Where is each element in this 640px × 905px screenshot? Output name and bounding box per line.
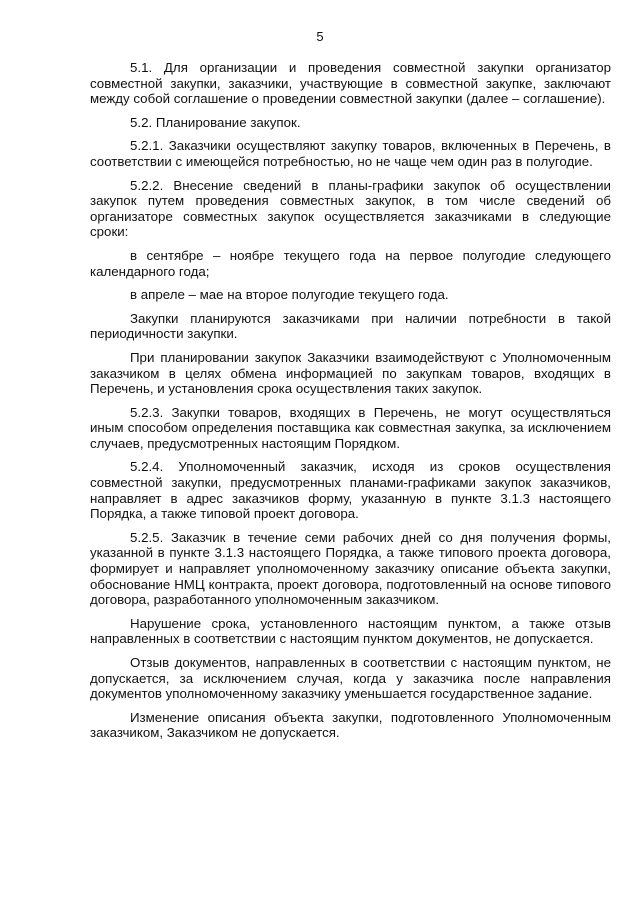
paragraph-planning-need: Закупки планируются заказчиками при наличии потребности в такой периодичности закупки. bbox=[90, 310, 611, 342]
paragraph-april-may: в апреле – мае на второе полугодие текущего года. bbox=[130, 287, 449, 303]
paragraph-5-2-1: 5.2.1. Заказчики осуществляют закупку товаров, включенных в Перечень, в соответствии с имеющейся потребностью, но не чаще чем один раз в полугодие. bbox=[90, 138, 611, 169]
paragraph-document-withdrawal: Отзыв документов, направленных в соответствии с настоящим пунктом, не допускается, за исключением случая, когда у заказчика после направления документов уполномоченному заказчику уменьшается государственное задание. bbox=[90, 655, 611, 702]
paragraph-5-2-4: 5.2.4. Уполномоченный заказчик, исходя из сроков осуществления совместной закупки, предусмотренных планами-графиками закупок заказчиков, направляет в адрес заказчиков форму, указанную в пункте 3.1.3 настоящего Порядка, а также типовой проект договора. bbox=[90, 459, 611, 522]
paragraph-5-2-2: 5.2.2. Внесение сведений в планы-графики закупок об осуществлении закупок путем проведения совместных закупок, в том числе сведений об организаторе совместных закупок осуществляется заказчиками в следующие сроки: bbox=[90, 177, 611, 240]
paragraph-september-november: в сентябре – ноябре текущего года на первое полугодие следующего календарного года; bbox=[90, 247, 611, 279]
paragraph-deadline-violation: Нарушение срока, установленного настоящим пунктом, а также отзыв направленных в соответствии с настоящим пунктом документов, не допускается. bbox=[90, 615, 611, 647]
page-number: 5 bbox=[316, 29, 324, 44]
paragraph-5-2-5: 5.2.5. Заказчик в течение семи рабочих дней со дня получения формы, указанной в пункте 3.1.3 настоящего Порядка, а также типового проекта договора, формирует и направляет уполномоченному заказчику описание объекта закупки, обоснование НМЦ контракта, проект договора, подготовленный на основе типового договора, разработанного уполномоченным заказчиком. bbox=[90, 529, 611, 608]
paragraph-5-2-3: 5.2.3. Закупки товаров, входящих в Перечень, не могут осуществляться иным способом определения поставщика как совместная закупка, за исключением случаев, предусмотренных настоящим Порядком. bbox=[90, 404, 611, 451]
document-body bbox=[90, 60, 611, 749]
paragraph-5-2-heading: 5.2. Планирование закупок. bbox=[130, 114, 301, 130]
paragraph-5-1: 5.1. Для организации и проведения совместной закупки организатор совместной закупки, заказчики, участвующие в совместной закупке, заключают между собой соглашение о проведении совместной закупки (далее – соглашение). bbox=[90, 60, 611, 107]
paragraph-planning-interaction: При планировании закупок Заказчики взаимодействуют с Уполномоченным заказчиком в целях обмена информацией по закупкам товаров, входящих в Перечень, и установления срока осуществления таких закупок. bbox=[90, 349, 611, 397]
paragraph-description-change: Изменение описания объекта закупки, подготовленного Уполномоченным заказчиком, Заказчиком не допускается. bbox=[90, 709, 611, 741]
